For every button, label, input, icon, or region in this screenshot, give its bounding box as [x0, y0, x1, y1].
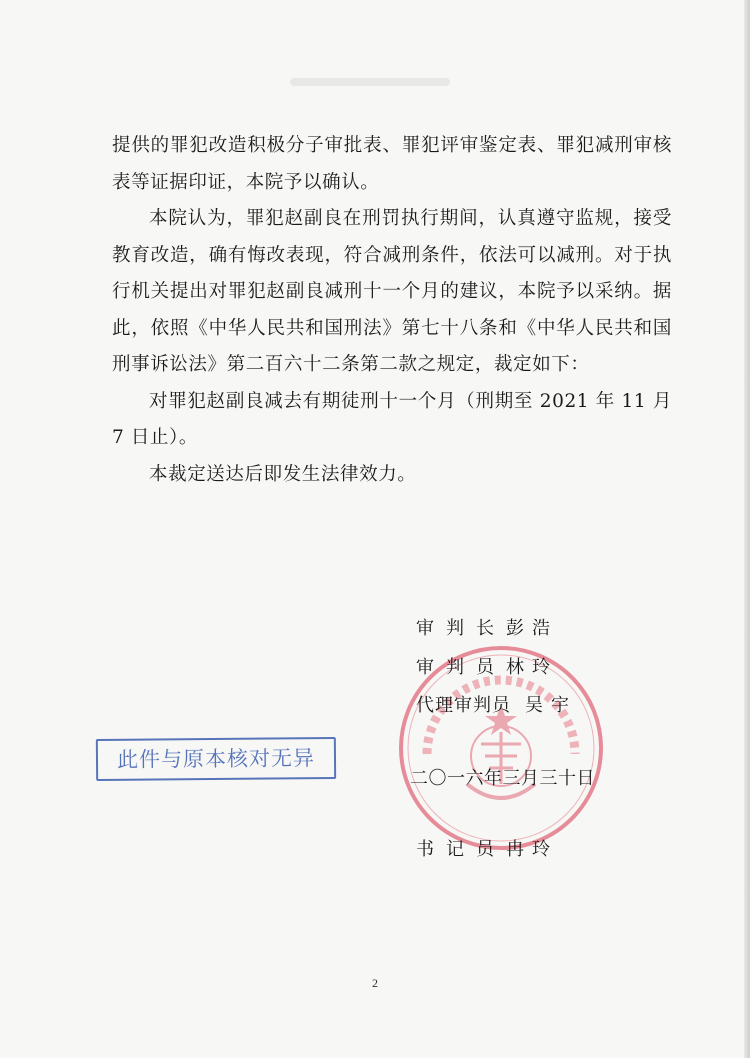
- ruling-date: 二〇一六年三月三十日: [410, 768, 595, 789]
- clerk-line: [416, 835, 558, 861]
- judge-role: 审判员: [416, 657, 506, 678]
- page-number: 2: [372, 976, 378, 990]
- judge-name: 林玲: [506, 657, 558, 678]
- evidence-paragraph: 提供的罪犯改造积极分子审批表、罪犯评审鉴定表、罪犯减刑审核表等证据印证，本院予以确认。: [112, 135, 672, 193]
- scan-artifact: [290, 78, 450, 86]
- page-edge: [744, 0, 750, 1058]
- judge-line: [416, 653, 558, 679]
- clerk-name: 冉玲: [506, 839, 558, 860]
- certification-stamp: 此件与原本核对无异: [96, 737, 336, 781]
- court-opinion-paragraph: 本院认为，罪犯赵副良在刑罚执行期间，认真遵守监规，接受教育改造，确有悔改表现，符合减刑条件，依法可以减刑。对于执行机关提出对罪犯赵副良减刑十一个月的建议，本院予以采纳。据此，依照《中华人民共和国刑法》第七十八条和《中华人民共和国刑事诉讼法》第二百六十二条第二款之规定，裁定如下：: [112, 208, 672, 375]
- acting-judge-role: 代理审判员: [416, 695, 511, 716]
- clerk-role: 书记员: [416, 839, 506, 860]
- ruling-paragraph: 对罪犯赵副良减去有期徒刑十一个月（刑期至 2021 年 11 月 7 日止）。: [112, 390, 672, 448]
- ruling-body: [112, 128, 672, 493]
- acting-judge-name: 吴宇: [525, 695, 577, 716]
- chief-judge-role: 审判长: [416, 618, 506, 639]
- effect-paragraph: 本裁定送达后即发生法律效力。: [149, 463, 417, 485]
- chief-judge-name: 彭浩: [506, 618, 558, 639]
- acting-judge-line: [416, 691, 577, 717]
- chief-judge-line: [416, 614, 558, 640]
